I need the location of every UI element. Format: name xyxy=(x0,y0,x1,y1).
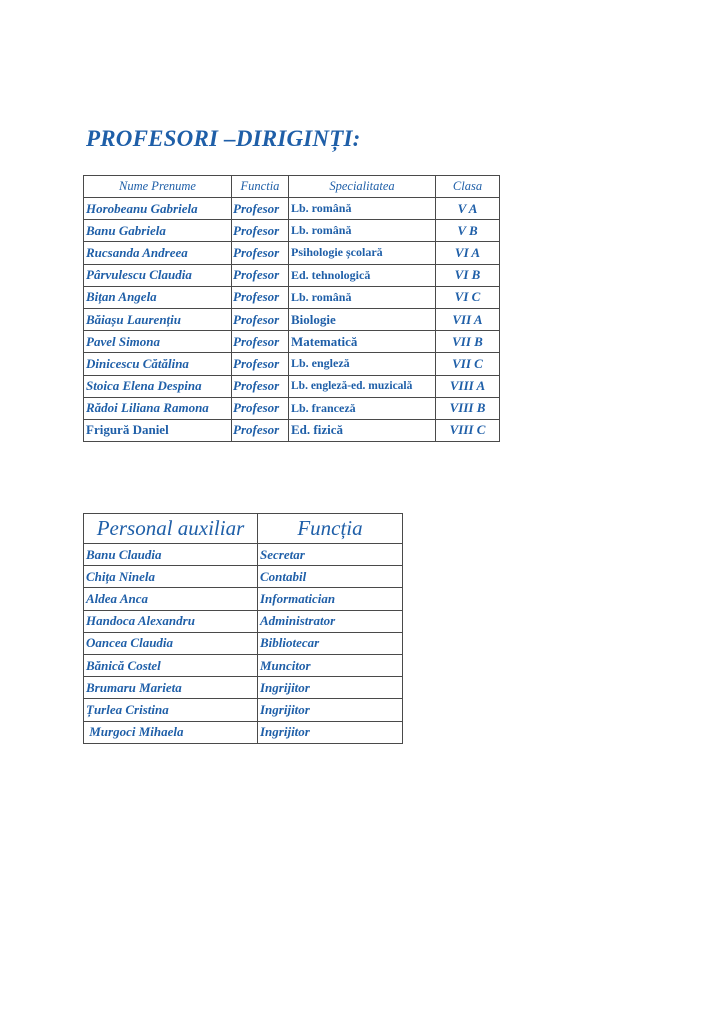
teacher-class-cell: VIII A xyxy=(436,375,500,397)
column-header-function: Functia xyxy=(232,176,289,198)
teacher-class-cell: VII A xyxy=(436,308,500,330)
teacher-function-cell: Profesor xyxy=(232,242,289,264)
column-header-staff: Personal auxiliar xyxy=(84,514,258,544)
teacher-specialty-cell: Lb. franceză xyxy=(289,397,436,419)
teacher-function-cell: Profesor xyxy=(232,375,289,397)
teacher-name-cell: Banu Gabriela xyxy=(84,220,232,242)
teacher-class-cell: VI A xyxy=(436,242,500,264)
staff-role-cell: Secretar xyxy=(258,544,403,566)
staff-role-cell: Informatician xyxy=(258,588,403,610)
table-row xyxy=(84,264,500,286)
teacher-name-cell: Frigură Daniel xyxy=(84,419,232,441)
staff-name-cell: Bănică Costel xyxy=(84,654,258,676)
table-row xyxy=(84,632,403,654)
table-row xyxy=(84,544,403,566)
page-title: PROFESORI –DIRIGINȚI: xyxy=(86,126,361,151)
staff-name-cell: Handoca Alexandru xyxy=(84,610,258,632)
teacher-class-cell: VI C xyxy=(436,286,500,308)
teacher-function-cell: Profesor xyxy=(232,419,289,441)
teacher-class-cell: V B xyxy=(436,220,500,242)
teacher-class-cell: VI B xyxy=(436,264,500,286)
staff-name-cell: Brumaru Marieta xyxy=(84,677,258,699)
staff-name-cell: Oancea Claudia xyxy=(84,632,258,654)
teacher-function-cell: Profesor xyxy=(232,308,289,330)
staff-name-cell: Murgoci Mihaela xyxy=(84,721,258,743)
teachers-table xyxy=(83,175,500,442)
teacher-name-cell: Stoica Elena Despina xyxy=(84,375,232,397)
teacher-class-cell: V A xyxy=(436,198,500,220)
teacher-name-cell: Horobeanu Gabriela xyxy=(84,198,232,220)
table-row xyxy=(84,566,403,588)
table-row xyxy=(84,331,500,353)
teacher-specialty-cell: Matematică xyxy=(289,331,436,353)
table-row xyxy=(84,588,403,610)
table-row xyxy=(84,610,403,632)
teacher-class-cell: VIII C xyxy=(436,419,500,441)
table-row xyxy=(84,721,403,743)
staff-role-cell: Muncitor xyxy=(258,654,403,676)
teacher-name-cell: Băiașu Laurențiu xyxy=(84,308,232,330)
teacher-name-cell: Dinicescu Cătălina xyxy=(84,353,232,375)
teacher-function-cell: Profesor xyxy=(232,286,289,308)
teacher-function-cell: Profesor xyxy=(232,331,289,353)
table-row xyxy=(84,397,500,419)
staff-table xyxy=(83,513,403,744)
teacher-function-cell: Profesor xyxy=(232,397,289,419)
staff-name-cell: Chița Ninela xyxy=(84,566,258,588)
table-row xyxy=(84,375,500,397)
table-row xyxy=(84,286,500,308)
teacher-function-cell: Profesor xyxy=(232,220,289,242)
teacher-specialty-cell: Psihologie școlară xyxy=(289,242,436,264)
column-header-class: Clasa xyxy=(436,176,500,198)
teacher-name-cell: Rădoi Liliana Ramona xyxy=(84,397,232,419)
column-header-specialty: Specialitatea xyxy=(289,176,436,198)
teacher-class-cell: VII B xyxy=(436,331,500,353)
teacher-specialty-cell: Lb. română xyxy=(289,198,436,220)
staff-name-cell: Banu Claudia xyxy=(84,544,258,566)
teacher-name-cell: Bițan Angela xyxy=(84,286,232,308)
staff-role-cell: Administrator xyxy=(258,610,403,632)
table-row xyxy=(84,654,403,676)
column-header-name: Nume Prenume xyxy=(84,176,232,198)
staff-role-cell: Ingrijitor xyxy=(258,721,403,743)
staff-role-cell: Contabil xyxy=(258,566,403,588)
teacher-function-cell: Profesor xyxy=(232,353,289,375)
table-row xyxy=(84,419,500,441)
table-row xyxy=(84,198,500,220)
teacher-name-cell: Pârvulescu Claudia xyxy=(84,264,232,286)
table-row xyxy=(84,308,500,330)
table-row xyxy=(84,699,403,721)
table-row xyxy=(84,677,403,699)
table-row xyxy=(84,220,500,242)
teacher-specialty-cell: Ed. tehnologică xyxy=(289,264,436,286)
staff-role-cell: Ingrijitor xyxy=(258,699,403,721)
table-header-row xyxy=(84,176,500,198)
staff-name-cell: Aldea Anca xyxy=(84,588,258,610)
staff-role-cell: Bibliotecar xyxy=(258,632,403,654)
teacher-specialty-cell: Lb. română xyxy=(289,220,436,242)
teacher-name-cell: Rucsanda Andreea xyxy=(84,242,232,264)
table-row xyxy=(84,353,500,375)
teacher-class-cell: VIII B xyxy=(436,397,500,419)
teacher-class-cell: VII C xyxy=(436,353,500,375)
column-header-role: Funcția xyxy=(258,514,403,544)
teacher-specialty-cell: Biologie xyxy=(289,308,436,330)
teacher-specialty-cell: Lb. română xyxy=(289,286,436,308)
teacher-specialty-cell: Ed. fizică xyxy=(289,419,436,441)
staff-name-cell: Țurlea Cristina xyxy=(84,699,258,721)
teacher-specialty-cell: Lb. engleză-ed. muzicală xyxy=(289,375,436,397)
staff-role-cell: Ingrijitor xyxy=(258,677,403,699)
table-row xyxy=(84,242,500,264)
teacher-name-cell: Pavel Simona xyxy=(84,331,232,353)
teacher-function-cell: Profesor xyxy=(232,198,289,220)
teacher-function-cell: Profesor xyxy=(232,264,289,286)
teacher-specialty-cell: Lb. engleză xyxy=(289,353,436,375)
table-header-row xyxy=(84,514,403,544)
